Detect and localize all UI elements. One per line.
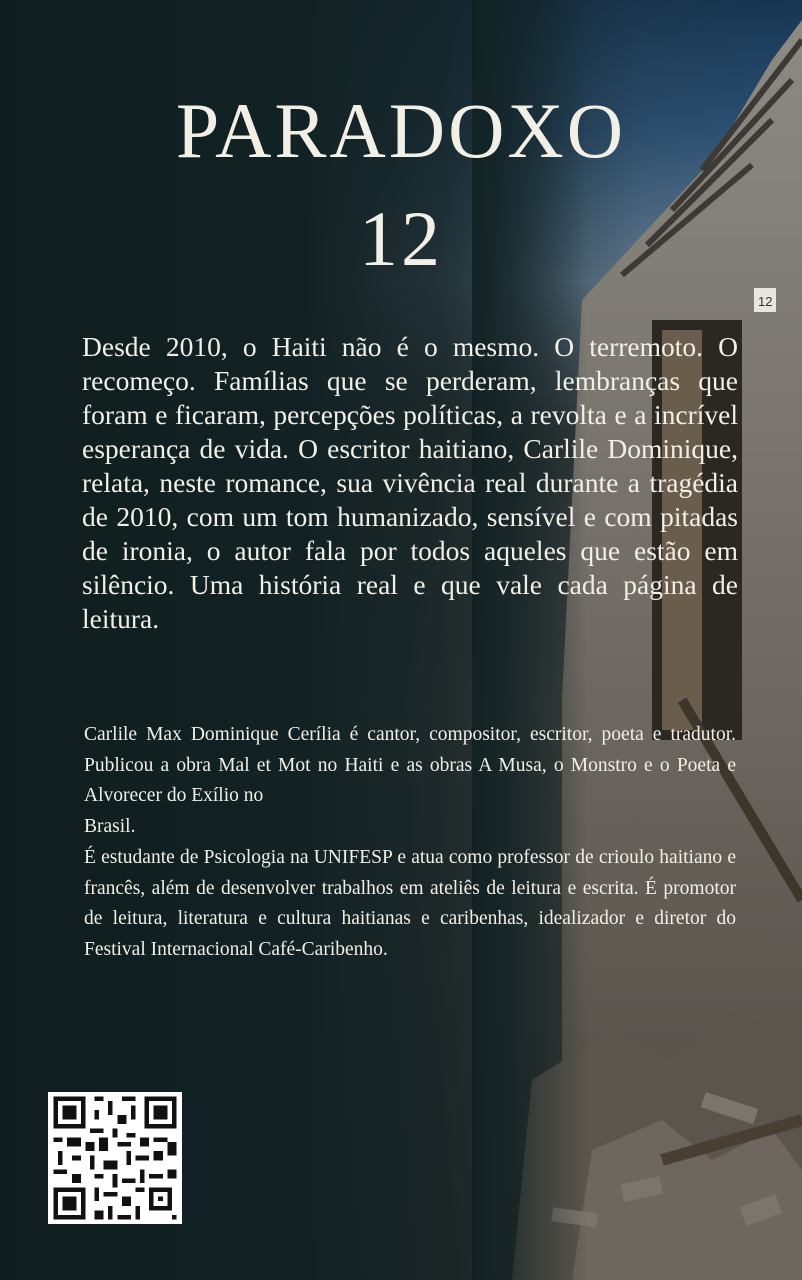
author-bio-paragraph: Carlile Max Dominique Cerília é cantor, compositor, escritor, poeta e tradutor. Publicou a obra Mal et Mot no Haiti e as obras A Musa, o Monstro e o Poeta e Alvorecer do Exílio no [84,724,736,807]
author-bio-paragraph-end: Brasil. [84,816,136,838]
book-title-number: 12 [359,195,443,282]
ruined-building-photo [472,0,802,1280]
qr-code[interactable] [48,1092,182,1224]
book-synopsis: Desde 2010, o Haiti não é o mesmo. O terremoto. O recomeço. Famílias que se perderam, lembranças que foram e ficaram, percepções políticas, a revolta e a incrível esperança de vida. O escritor haitiano, Carlile Dominique, relata, neste romance, sua vivência real durante a tragédia de 2010, com um tom humanizado, sensível e com pitadas de ironia, o autor fala por todos aqueles que estão em silêncio. Uma história real e que vale cada página de leitura. [82,331,738,634]
author-bio [84,720,736,966]
author-bio-paragraph: É estudante de Psicologia na UNIFESP e atua como professor de crioulo haitiano e francês, além de desenvolver trabalhos em ateliês de leitura e escrita. É promotor de leitura, literatura e cultura haitianas e caribenhas, idealizador e diretor do Festival Internacional Café-Caribenho. [84,846,736,960]
book-title: PARADOXO [175,87,627,174]
